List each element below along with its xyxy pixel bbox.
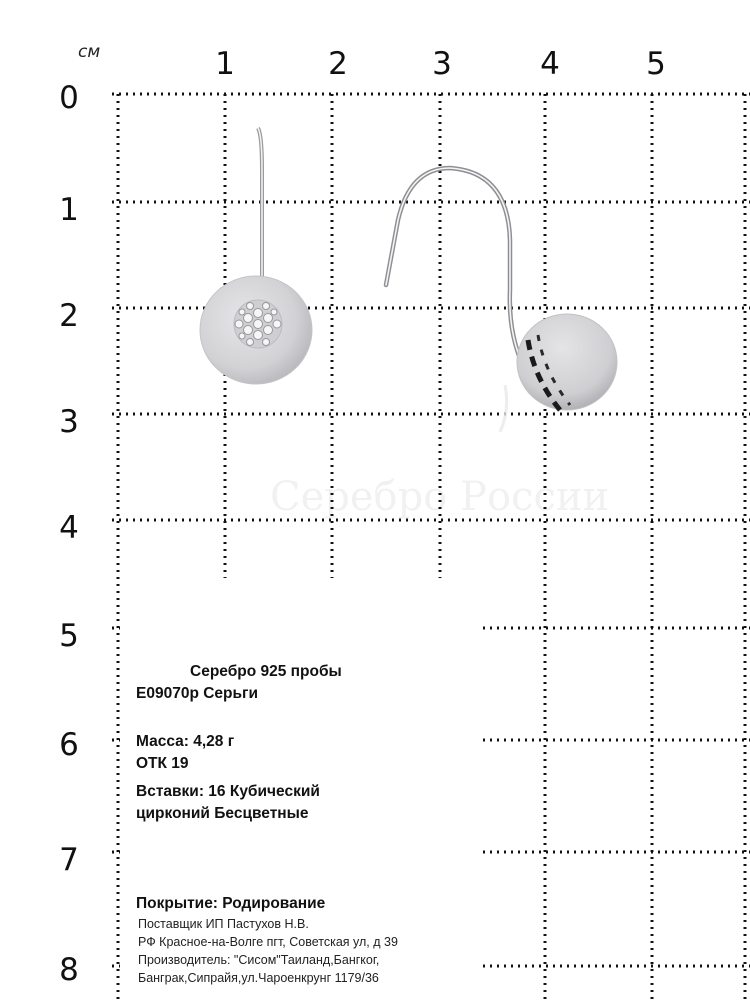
x-tick-label-3: 3 [432, 46, 452, 82]
y-tick-label-7: 7 [59, 842, 79, 878]
label-title: Серебро 925 пробы [190, 663, 342, 680]
label-maker-line1: Производитель: "Сисом"Таиланд,Бангког, [138, 953, 380, 967]
unit-label: см [78, 42, 101, 62]
watermark-text: Серебро России [270, 474, 610, 520]
earring-front-image [200, 128, 312, 384]
y-tick-label-6: 6 [59, 727, 79, 763]
x-tick-label-5: 5 [646, 46, 666, 82]
x-tick-label-4: 4 [540, 46, 560, 82]
label-coating: Покрытие: Родирование [136, 895, 326, 912]
label-otk: ОТК 19 [136, 755, 189, 772]
product-label-card [120, 578, 482, 1008]
label-mass: Масса: 4,28 г [136, 733, 235, 750]
x-tick-label-2: 2 [328, 46, 348, 82]
label-supplier-line2: РФ Красное-на-Волге пгт, Советская ул, д 39 [138, 935, 398, 949]
x-tick-label-1: 1 [215, 46, 235, 82]
y-tick-label-8: 8 [59, 952, 79, 988]
label-article: E09070р Серьги [136, 685, 259, 702]
label-inserts-line1: Вставки: 16 Кубический [136, 783, 320, 800]
label-inserts-line2: цирконий Бесцветные [136, 805, 309, 822]
y-tick-label-1: 1 [59, 192, 79, 228]
zircon-cluster-icon [234, 300, 282, 348]
y-tick-label-5: 5 [59, 618, 79, 654]
label-maker-line2: Банграк,Сипрайя,ул.Чароенкрунг 1179/36 [138, 971, 379, 985]
earring-side-image [386, 168, 617, 432]
y-tick-label-2: 2 [59, 298, 79, 334]
y-tick-label-4: 4 [59, 510, 79, 546]
label-supplier-line1: Поставщик ИП Пастухов Н.В. [138, 917, 309, 931]
y-tick-label-3: 3 [59, 404, 79, 440]
y-tick-label-0: 0 [59, 80, 79, 116]
